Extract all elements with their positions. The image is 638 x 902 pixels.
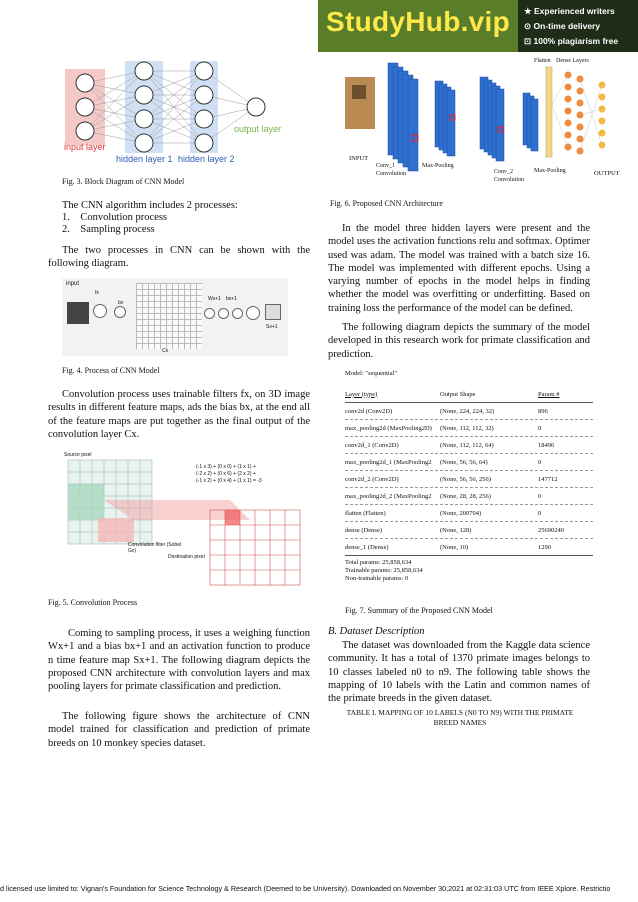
fig4-bx-label: bx [118, 300, 124, 306]
cell: (None, 112, 112, 64) [440, 441, 494, 449]
table1-caption: TABLE I. MAPPING OF 10 LABELS (N0 TO N9) WITH THE PRIMATE BREED NAMES [346, 708, 574, 727]
trainable-params: Trainable params: 25,858,634 [345, 567, 423, 574]
fig4-node-6 [246, 306, 260, 320]
fig4-wx-label: Wx+1 [208, 296, 221, 302]
fig4-node-1 [93, 304, 107, 318]
cell: conv2d_2 (Conv2D) [345, 475, 399, 483]
table-row [345, 420, 593, 437]
fig4-node-4 [218, 308, 229, 319]
table-row [345, 505, 593, 522]
left-para-3: Convolution process uses trainable filters fx, on 3D image results in different feature maps, ads the bias bx, at the end all of the feature maps are put together as the final output of the convolution layer Cx. [48, 389, 310, 440]
banner-line-2: ⊙ On-time delivery [524, 21, 601, 31]
table-row [345, 522, 593, 539]
cell: max_pooling2d (MaxPooling2D) [345, 424, 432, 432]
table-row [345, 454, 593, 471]
fig7-caption: Fig. 7. Summary of the Proposed CNN Model [345, 606, 493, 615]
fig6-label-conv2: Conv_2 Convolution [494, 169, 525, 183]
left-para-1: The CNN algorithm includes 2 processes: [62, 200, 238, 211]
cell: (None, 10) [440, 543, 469, 551]
fig4-cx-label: Cx [162, 348, 169, 354]
left-para-2: The two processes in CNN can be shown with the following diagram. [48, 245, 310, 270]
fig4-input-image [67, 302, 89, 324]
fig3-label-h1: hidden layer 1 [116, 154, 173, 164]
fig3-caption: Fig. 3. Block Diagram of CNN Model [62, 177, 185, 186]
fig6-monkey-photo [345, 77, 375, 129]
cell: 0 [538, 509, 542, 517]
summary-totals [345, 556, 593, 583]
cell: conv2d (Conv2D) [345, 407, 393, 415]
cell: 0 [538, 458, 542, 466]
table-row [345, 539, 593, 556]
fig5-eq-line-3: (-1 x 2) + (0 x 4) + (1 x 1) = -3 [196, 478, 262, 484]
fig4-caption: Fig. 4. Process of CNN Model [62, 366, 160, 375]
section-heading: B. Dataset Description [328, 626, 425, 637]
fig3-label-h2: hidden layer 2 [178, 154, 235, 164]
fig5-source-label: Source pixel [64, 452, 92, 458]
left-para-4: Coming to sampling process, it uses a weighing function Wx+1 and a bias bx+1 and an activation function to produce n time feature map Sx+1. The following diagram depicts the proposed CNN architecture with convolution layers and max pooling layers for primate classification and prediction. [48, 628, 310, 693]
fig5-equation [196, 464, 262, 485]
fig4-node-5 [232, 308, 243, 319]
fig6-label-conv1: Conv_1 Convolution [376, 163, 407, 177]
cell: flatten (Flatten) [345, 509, 386, 517]
list-item-1: 1. Convolution process [62, 212, 167, 223]
fig5-caption: Fig. 5. Convolution Process [48, 598, 138, 607]
summary-header-params: Param # [538, 390, 560, 398]
summary-header-layer: Layer (type) [345, 390, 378, 398]
fig6-label-mp2: Max-Pooling [534, 168, 566, 174]
fig6-label-input: INPUT [349, 155, 369, 162]
fig5-eq-line-1: (-1 x 3) + (0 x 0) + (1 x 1) + [196, 464, 256, 470]
non-trainable-params: Non-trainable params: 0 [345, 575, 409, 582]
right-para-3: The dataset was downloaded from the Kaggle data science community. It has a total of 1370 primate images belongs to 10 classes labeled n0 to n9. The following table shows the mapping of 10 labels with the Latin and common names of the primate breeds in the given dataset. [328, 640, 590, 705]
banner-line-3: ⊡ 100% plagiarism free [524, 36, 619, 46]
fig6-label-dense: Dense Layers [556, 58, 589, 64]
fig4-input-label: input [66, 281, 80, 287]
cell: dense (Dense) [345, 526, 382, 534]
right-para-1: In the model three hidden layers were present and the model uses the activation functions relu and softmax. Optimer used was adam. The model was trained with a batch size 16. The model was implemented with different epochs. Using a varying number of epochs in the model helps in finding whether the model was overfitting or underfitting. Based on training loss the performance of the model can be defined. [328, 223, 590, 314]
fig4-fx-label: fx [95, 290, 99, 296]
fig6-label-output: OUTPUT [594, 170, 620, 177]
fig4-output-map [265, 304, 281, 320]
cell: conv2d_1 (Conv2D) [345, 441, 399, 449]
cell: 25690240 [538, 526, 564, 534]
fig3-label-output: output layer [234, 124, 282, 134]
cell: 0 [538, 424, 542, 432]
cell: max_pooling2d_1 (MaxPooling2 [345, 458, 432, 466]
cell: (None, 224, 224, 32) [440, 407, 495, 415]
cell: dense_1 (Dense) [345, 543, 389, 551]
cell: (None, 128) [440, 526, 472, 534]
cell: (None, 200704) [440, 509, 482, 517]
summary-header [345, 386, 593, 403]
cell: 1290 [538, 543, 551, 551]
banner-line-1: ★ Experienced writers [524, 6, 615, 16]
right-para-2: The following diagram depicts the summary of the model developed in this research work for primate classification and prediction. [328, 322, 590, 360]
cell: 0 [538, 492, 542, 500]
fig4-feature-grid [136, 283, 202, 349]
fig4-bx1-label: bx+1 [226, 296, 237, 302]
table-row [345, 403, 593, 420]
brand-logo[interactable]: StudyHub.vip [326, 6, 511, 37]
left-para-5: The following figure shows the architecture of CNN model trained for classification and prediction of primate breeds on 10 monkey species dataset. [48, 711, 310, 749]
cell: (None, 112, 112, 32) [440, 424, 494, 432]
fig5-filter-label: Convolution filter (Sobel Gx) [128, 542, 182, 554]
cell: (None, 28, 28, 256) [440, 492, 491, 500]
fig6-caption: Fig. 6. Proposed CNN Architecture [330, 199, 443, 208]
fig5-eq-line-2: (-2 x 2) + (0 x 6) + (2 x 2) + [196, 471, 256, 477]
cell: (None, 56, 56, 256) [440, 475, 491, 483]
fig6-label-mp1: Max-Pooling [422, 163, 454, 169]
fig4-process-diagram [62, 278, 288, 356]
cell: 18496 [538, 441, 555, 449]
total-params: Total params: 25,858,634 [345, 559, 412, 566]
table-row [345, 471, 593, 488]
fig4-sx-label: Sx+1 [266, 324, 278, 330]
cell: (None, 56, 56, 64) [440, 458, 488, 466]
cell: 147712 [538, 475, 558, 483]
cell: max_pooling2d_2 (MaxPooling2 [345, 492, 432, 500]
table-row [345, 437, 593, 454]
cell: 896 [538, 407, 548, 415]
fig3-label-input: input layer [64, 142, 106, 152]
fig5-convolution-diagram [60, 440, 310, 590]
fig7-summary-table [345, 386, 593, 583]
fig6-label-flatten: Flatten [534, 58, 551, 64]
list-item-2: 2. Sampling process [62, 224, 155, 235]
fig4-node-2 [114, 306, 126, 318]
table-row [345, 488, 593, 505]
fig4-node-3 [204, 308, 215, 319]
fig5-dest-label: Destination pixel [168, 554, 205, 560]
fig7-model-title: Model: "sequential" [345, 370, 398, 377]
license-footer: d licensed use limited to: Vignan's Foundation for Science Technology & Research (Deemed to be University). Downloaded on November 30,2021 at 02:31:03 UTC from IEEE Xplore. Restrictio [0, 884, 611, 893]
summary-header-shape: Output Shape [440, 390, 476, 398]
